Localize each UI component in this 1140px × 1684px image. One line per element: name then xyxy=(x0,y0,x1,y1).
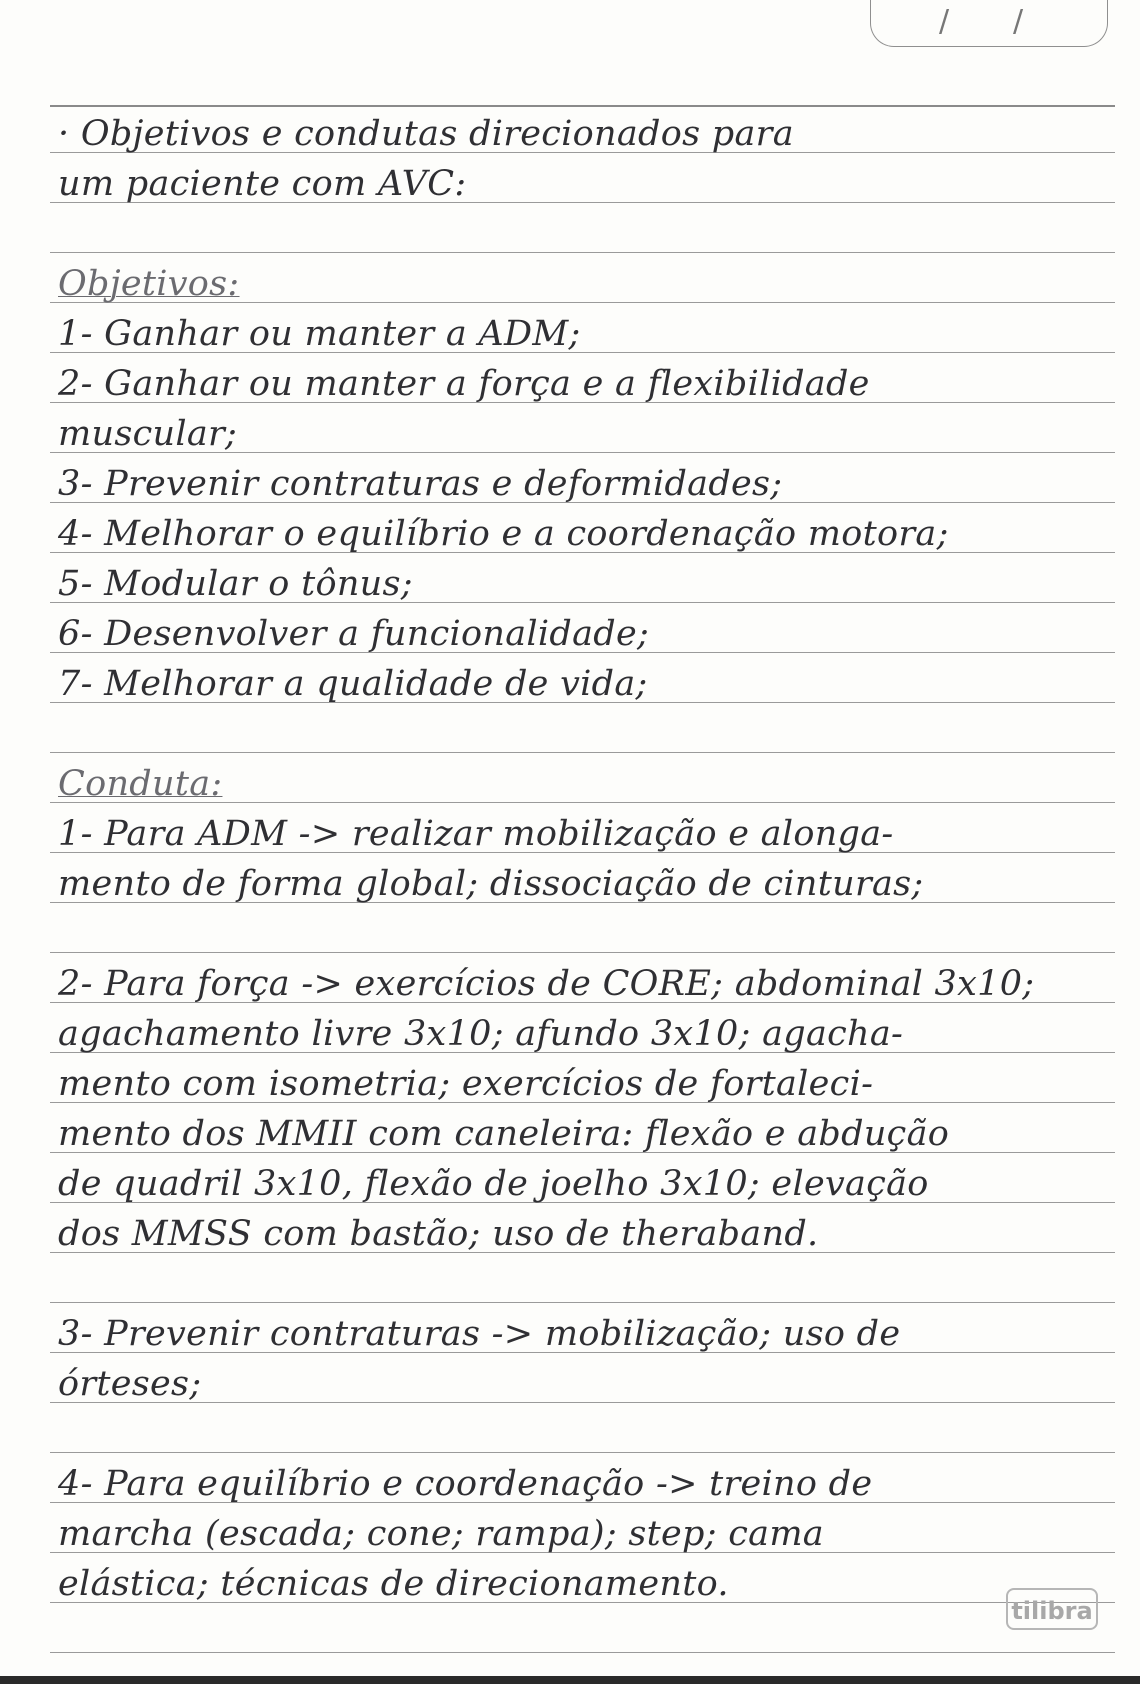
title-line-1: · Objetivos e condutas direcionados para xyxy=(58,114,794,154)
page-bottom-edge xyxy=(0,1676,1140,1684)
date-separator: / xyxy=(939,4,950,39)
page-rule xyxy=(50,752,1115,753)
page-rule xyxy=(50,1402,1115,1403)
objective-line: 2- Ganhar ou manter a força e a flexibilidade xyxy=(58,364,870,404)
page-rule xyxy=(50,1452,1115,1453)
conduct-line: mento com isometria; exercícios de fortaleci- xyxy=(58,1064,874,1104)
objective-line: muscular; xyxy=(58,414,238,454)
conduct-line: 1- Para ADM -> realizar mobilização e alonga- xyxy=(58,814,894,854)
conduct-line: de quadril 3x10, flexão de joelho 3x10; elevação xyxy=(58,1164,929,1204)
conduct-line: 3- Prevenir contraturas -> mobilização; uso de xyxy=(58,1314,901,1354)
page-rule xyxy=(50,252,1115,253)
objective-line: 1- Ganhar ou manter a ADM; xyxy=(58,314,581,354)
conduct-line: órteses; xyxy=(58,1364,202,1404)
page-rule xyxy=(50,1652,1115,1653)
page-rule xyxy=(50,105,1115,107)
conduct-line: dos MMSS com bastão; uso de theraband. xyxy=(58,1214,819,1254)
objective-line: 3- Prevenir contraturas e deformidades; xyxy=(58,464,783,504)
objective-line: 4- Melhorar o equilíbrio e a coordenação motora; xyxy=(58,514,949,554)
objective-line: 6- Desenvolver a funcionalidade; xyxy=(58,614,650,654)
conduct-line: elástica; técnicas de direcionamento. xyxy=(58,1564,729,1604)
conduct-line: 2- Para força -> exercícios de CORE; abdominal 3x10; xyxy=(58,964,1035,1004)
page-rule xyxy=(50,952,1115,953)
page-rule xyxy=(50,1302,1115,1303)
objectives-heading: Objetivos: xyxy=(58,264,240,304)
conduct-line: marcha (escada; cone; rampa); step; cama xyxy=(58,1514,824,1554)
objective-line: 7- Melhorar a qualidade de vida; xyxy=(58,664,648,704)
conduct-line: mento de forma global; dissociação de cinturas; xyxy=(58,864,924,904)
title-line-2: um paciente com AVC: xyxy=(58,164,467,204)
date-separator: / xyxy=(1013,4,1024,39)
conducts-heading: Conduta: xyxy=(58,764,223,804)
brand-logo: tilibra xyxy=(1006,1588,1098,1630)
conduct-line: mento dos MMII com caneleira: flexão e abdução xyxy=(58,1114,950,1154)
date-box xyxy=(870,0,1108,47)
conduct-line: agachamento livre 3x10; afundo 3x10; agacha- xyxy=(58,1014,904,1054)
objective-line: 5- Modular o tônus; xyxy=(58,564,413,604)
conduct-line: 4- Para equilíbrio e coordenação -> treino de xyxy=(58,1464,873,1504)
